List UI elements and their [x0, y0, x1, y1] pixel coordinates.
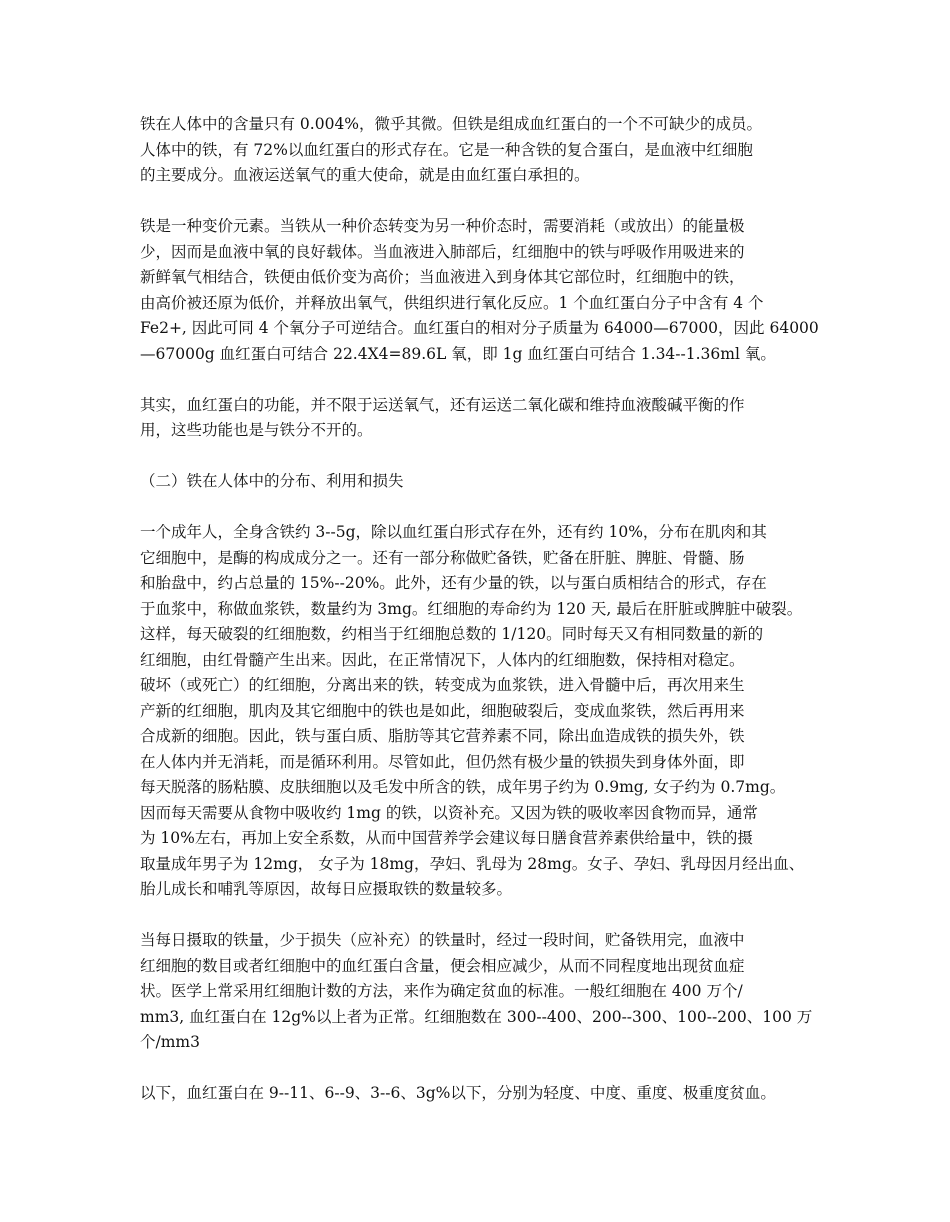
- paragraph-hemoglobin-function: 其实，血红蛋白的功能，并不限于运送氧气，还有运送二氧化碳和维持血液酸碱平衡的作 用，这些功能也是与铁分不开的。: [140, 395, 745, 439]
- section-heading: （二）铁在人体中的分布、利用和损失: [140, 472, 404, 490]
- paragraph-anemia-levels: 以下，血红蛋白在 9--11、6--9、3--6、3g%以下，分别为轻度、中度、重度、极重度贫血。: [140, 1084, 776, 1102]
- paragraph-anemia: 当每日摄取的铁量，少于损失（应补充）的铁量时，经过一段时间，贮备铁用完，血液中 红细胞的数目或者红细胞中的血红蛋白含量，便会相应减少，从而不同程度地出现贫血症 状。医学上常采用红细胞计数的方法，来作为确定贫血的标准。一般红细胞在 400 万个/ mm3, 血红蛋白在 12g%以上者为正常。红细胞数在 300--400、200--300、100--200、100 万 个/mm3: [140, 931, 813, 1051]
- document-body: [140, 112, 820, 1132]
- paragraph-iron-content: 铁在人体中的含量只有 0.004%，微乎其微。但铁是组成血红蛋白的一个不可缺少的成员。 人体中的铁，有 72%以血红蛋白的形式存在。它是一种含铁的复合蛋白，是血液中红细胞 的主要成分。血液运送氧气的重大使命，就是由血红蛋白承担的。: [140, 115, 763, 184]
- paragraph-iron-valence: 铁是一种变价元素。当铁从一种价态转变为另一种价态时，需要消耗（或放出）的能量极 少，因而是血液中氧的良好载体。当血液进入肺部后，红细胞中的铁与呼吸作用吸进来的 新鲜氧气相结合，铁便由低价变为高价；当血液进入到身体其它部位时，红细胞中的铁， 由高价被还原为低价，并释放出氧气，供组织进行氧化反应。1 个血红蛋白分子中含有 4 个 Fe2+, 因此可同 4 个氧分子可逆结合。血红蛋白的相对分子质量为 64000—67000，因此 64000 —67000g 血红蛋白可结合 22.4Ⅹ4=89.6L 氧，即 1g 血红蛋白可结合 1.34--1.36ml 氧。: [140, 217, 819, 363]
- paragraph-iron-distribution: 一个成年人，全身含铁约 3--5g，除以血红蛋白形式存在外，还有约 10%，分布在肌肉和其 它细胞中，是酶的构成成分之一。还有一部分称做贮备铁，贮备在肝脏、脾脏、骨髓、肠 和胎盘中，约占总量的 15%--20%。此外，还有少量的铁，以与蛋白质相结合的形式，存在 于血浆中，称做血浆铁，数量约为 3mg。红细胞的寿命约为 120 天, 最后在肝脏或脾脏中破裂。 这样，每天破裂的红细胞数，约相当于红细胞总数的 1/120。同时每天又有相同数量的新的 红细胞，由红骨髓产生出来。因此，在正常情况下，人体内的红细胞数，保持相对稳定。 破坏（或死亡）的红细胞，分离出来的铁，转变成为血浆铁，进入骨髓中后，再次用来生 产新的红细胞，肌肉及其它细胞中的铁也是如此，细胞破裂后，变成血浆铁，然后再用来 合成新的细胞。因此，铁与蛋白质、脂肪等其它营养素不同，除出血造成铁的损失外，铁 在人体内并无消耗，而是循环利用。尽管如此，但仍然有极少量的铁损失到身体外面，即 每天脱落的肠粘膜、皮肤细胞以及毛发中所含的铁，成年男子约为 0.9mg, 女子约为 0.7mg。 因而每天需要从食物中吸收约 1mg 的铁，以资补充。又因为铁的吸收率因食物而异，通常 为 10%左右，再加上安全系数，从而中国营养学会建议每日膳食营养素供给量中，铁的摄 取量成年男子为 12mg， 女子为 18mg，孕妇、乳母为 28mg。女子、孕妇、乳母因月经出血、 胎儿成长和哺乳等原因，故每日应摄取铁的数量较多。: [140, 523, 805, 898]
